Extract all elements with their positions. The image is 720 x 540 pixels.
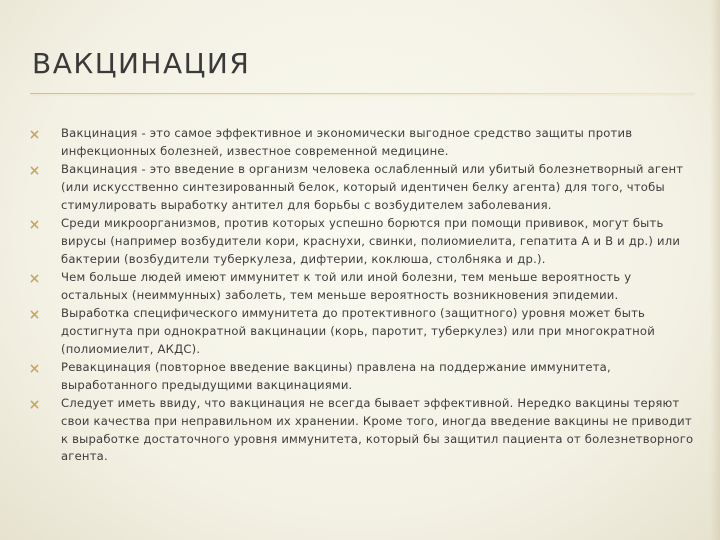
x-bullet-icon bbox=[30, 400, 39, 409]
bullet-item bbox=[30, 161, 700, 214]
bullet-item bbox=[30, 359, 700, 395]
bullet-list bbox=[30, 125, 700, 467]
bullet-item bbox=[30, 395, 700, 466]
bullet-item bbox=[30, 125, 700, 161]
bullet-text: Ревакцинация (повторное введение вакцины) правлена на поддержание иммунитета, выработанного предыдущими вакцинациями. bbox=[61, 359, 611, 392]
x-bullet-icon bbox=[30, 310, 39, 319]
title-underline-glow bbox=[30, 94, 695, 97]
slide-frame-edge bbox=[710, 0, 720, 540]
x-bullet-icon bbox=[30, 364, 39, 373]
bullet-text: Вакцинация - это введение в организм человека ослабленный или убитый болезнетворный агент (или искусственно синтезированный белок, который идентичен белку агента) для того, чтобы стимулировать выработку антител для борьбы с возбудителем заболевания. bbox=[61, 162, 684, 212]
x-bullet-icon bbox=[30, 274, 39, 283]
x-bullet-icon bbox=[30, 166, 39, 175]
bullet-item bbox=[30, 215, 700, 268]
bullet-item bbox=[30, 305, 700, 358]
bullet-text: Среди микроорганизмов, против которых успешно борются при помощи прививок, могут быть вирусы (например возбудители кори, краснухи, свинки, полиомиелита, гепатита А и В и др.) или бактерии (возбудители туберкулеза, дифтерии, коклюша, столбняка и др.). bbox=[61, 215, 681, 266]
x-bullet-icon bbox=[30, 130, 39, 139]
bullet-text: Чем больше людей имеют иммунитет к той или иной болезни, тем меньше вероятность у остальных (неиммунных) заболеть, тем меньше вероятность возникновения эпидемии. bbox=[61, 269, 632, 302]
x-bullet-icon bbox=[30, 220, 39, 229]
slide-title: ВАКЦИНАЦИЯ bbox=[32, 47, 251, 80]
bullet-text: Выработка специфического иммунитета до протективного (защитного) уровня может быть достигнута при однократной вакцинации (корь, паротит, туберкулез) или при многократной (полиомиелит, АКДС). bbox=[61, 305, 655, 356]
bullet-text: Следует иметь ввиду, что вакцинация не всегда бывает эффективной. Нередко вакцины теряют свои качества при неправильном их хранении. Кроме того, иногда введение вакцины не приводит к выработке достаточного уровня иммунитета, который бы защитил пациента от болезнетворного агента. bbox=[61, 395, 694, 464]
bullet-text: Вакцинация - это самое эффективное и экономически выгодное средство защиты против инфекционных болезней, известное современной медицине. bbox=[61, 126, 633, 158]
bullet-item bbox=[30, 269, 700, 305]
